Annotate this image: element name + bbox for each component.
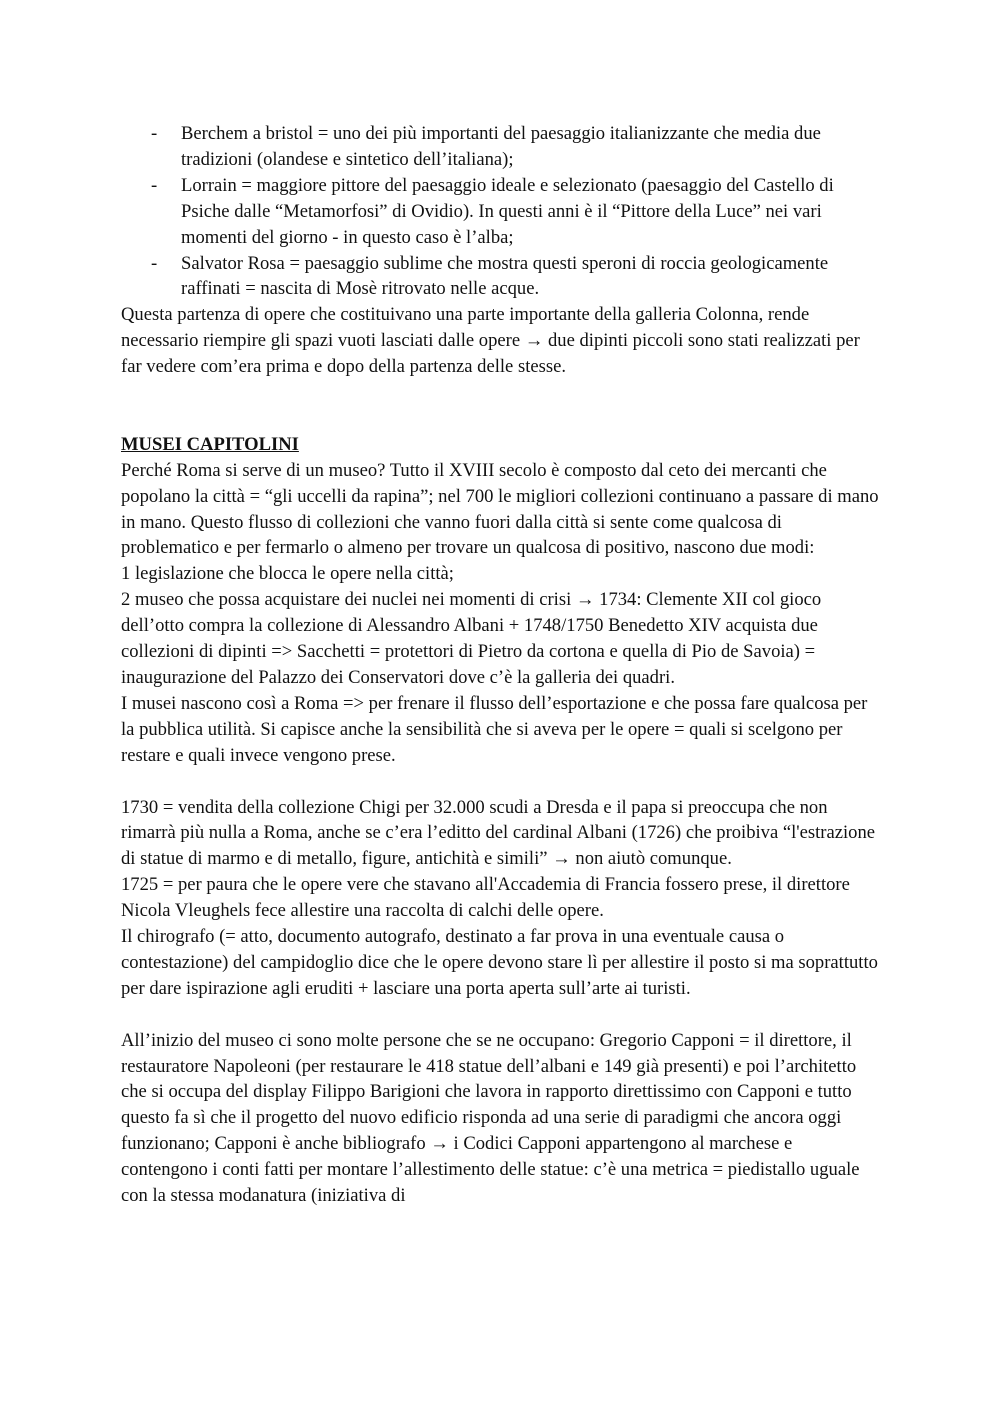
body-paragraph: Il chirografo (= atto, documento autografo, destinato a far prova in una eventuale causa o contestazione) del campidoglio dice che le opere devono stare lì per allestire il posto si ma soprattutto per dare ispirazione agli eruditi + lasciare una porta aperta sull’arte ai turisti. xyxy=(121,926,878,999)
list-item xyxy=(121,173,881,251)
spacer xyxy=(121,406,881,432)
list-marker: - xyxy=(151,174,158,196)
list-marker: - xyxy=(151,252,158,274)
body-paragraph: 1730 = vendita della collezione Chigi per 32.000 scudi a Dresda e il papa si preoccupa che non rimarrà più nulla a Roma, anche se c’era l’editto del cardinal Albani (1726) che proibiva “l'estrazione di statue di marmo e di metallo, figure, antichità e simili” → non aiutò comunque. xyxy=(121,796,876,870)
body-paragraph: Perché Roma si serve di un museo? Tutto il XVIII secolo è composto dal ceto dei mercanti che popolano la città = “gli uccelli da rapina”; nel 700 le migliori collezioni continuano a passare di mano in mano. Questo flusso di collezioni che vanno fuori dalla città si sente come qualcosa di problematico e per fermarlo o almeno per trovare un qualcosa di positivo, nascono due modi: xyxy=(121,459,879,559)
painters-list xyxy=(121,121,881,302)
spacer xyxy=(121,1002,881,1028)
spacer xyxy=(121,769,881,795)
body-paragraph: 1725 = per paura che le opere vere che stavano all'Accademia di Francia fossero prese, il direttore Nicola Vleughels fece allestire una raccolta di calchi delle opere. xyxy=(121,874,850,922)
body-paragraph: I musei nascono così a Roma => per frenare il flusso dell’esportazione e che possa fare qualcosa per la pubblica utilità. Si capisce anche la sensibilità che si aveva per le opere = quali si scelgono per restare e quali invece vengono prese. xyxy=(121,692,868,766)
spacer xyxy=(121,380,881,406)
body-paragraph: 1 legislazione che blocca le opere nella città; xyxy=(121,563,454,585)
body-paragraph: All’inizio del museo ci sono molte persone che se ne occupano: Gregorio Capponi = il direttore, il restauratore Napoleoni (per restaurare le 418 statue dell’albani e 149 già presenti) e poi l’architetto che si occupa del display Filippo Barigioni che lavora in rapporto direttissimo con Capponi e tutto questo fa sì che il progetto del nuovo edificio risponda ad una serie di paradigmi che ancora oggi funzionano; Capponi è anche bibliografo → i Codici Capponi appartengono al marchese e contengono i conti fatti per montare l’allestimento delle statue: c’è una metrica = piedistallo uguale con la stessa modanatura (iniziativa di xyxy=(121,1029,860,1207)
section-heading: MUSEI CAPITOLINI xyxy=(121,433,299,455)
list-marker: - xyxy=(151,123,158,144)
list-item xyxy=(121,251,881,303)
document-page xyxy=(121,121,881,1209)
list-item xyxy=(121,121,881,173)
list-item-text: Lorrain = maggiore pittore del paesaggio ideale e selezionato (paesaggio del Castello di Psiche dalle “Metamorfosi” di Ovidio). In questi anni è il “Pittore della Luce” nei vari momenti del giorno - in questo caso è l’alba; xyxy=(181,174,834,248)
list-item-text: Salvator Rosa = paesaggio sublime che mostra questi speroni di roccia geologicamente raffinati = nascita di Mosè ritrovato nelle acque. xyxy=(181,252,829,300)
intro-paragraph: Questa partenza di opere che costituivano una parte importante della galleria Colonna, rende necessario riempire gli spazi vuoti lasciati dalle opere → due dipinti piccoli sono stati realizzati per far vedere com’era prima e dopo della partenza delle stesse. xyxy=(121,304,860,378)
body-paragraph: 2 museo che possa acquistare dei nuclei nei momenti di crisi → 1734: Clemente XII col gioco dell’otto compra la collezione di Alessandro Albani + 1748/1750 Benedetto XIV acquista due collezioni di dipinti => Sacchetti = protettori di Pietro da cortona e quella di Pio de Savoia) = inaugurazione del Palazzo dei Conservatori dove c’è la galleria dei quadri. xyxy=(121,589,822,688)
list-item-text: Berchem a bristol = uno dei più importanti del paesaggio italianizzante che media due tradizioni (olandese e sintetico dell’italiana); xyxy=(181,123,821,170)
